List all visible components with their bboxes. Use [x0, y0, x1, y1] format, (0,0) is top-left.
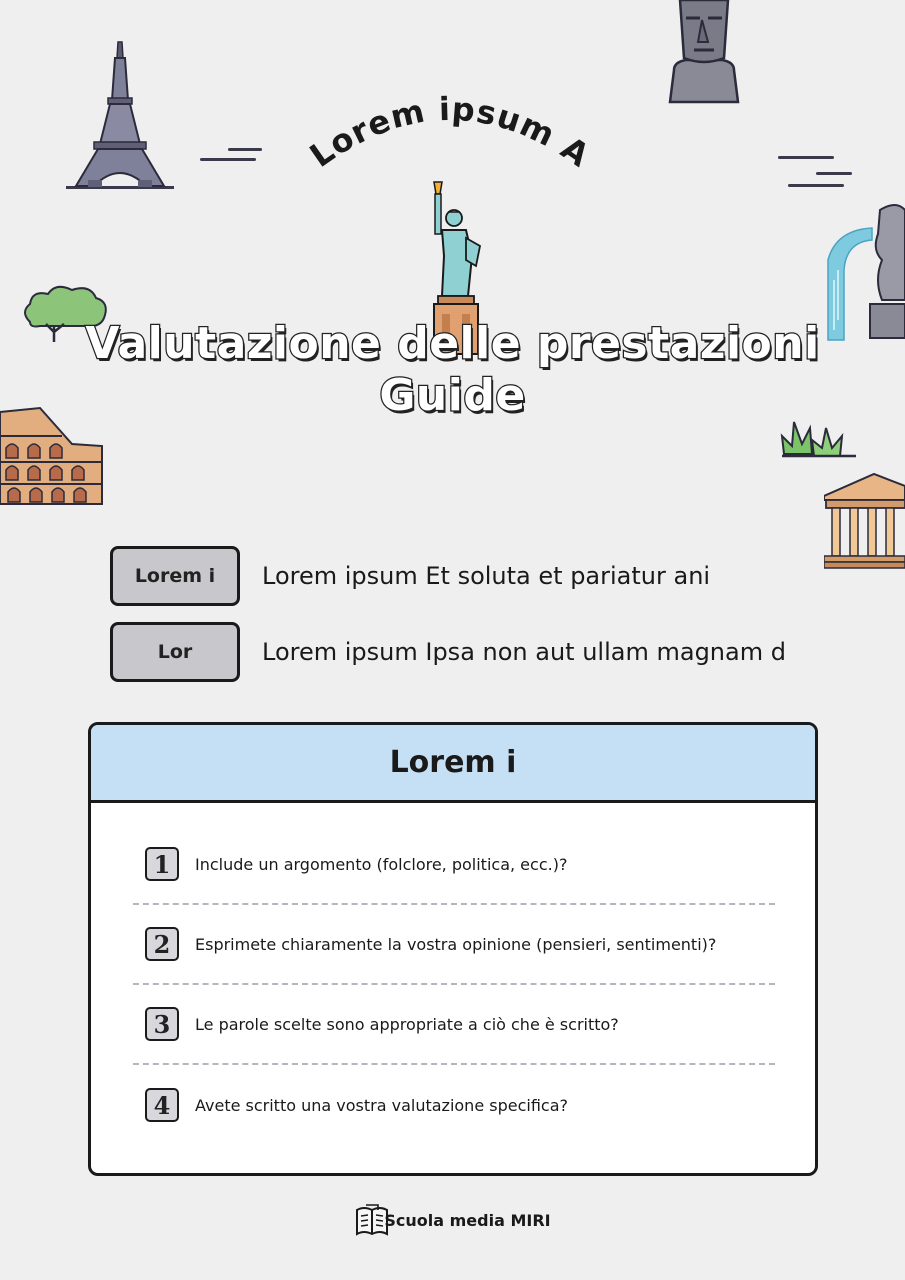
question-text: Avete scritto una vostra valutazione specifica?: [195, 1095, 568, 1115]
moai-statue-icon: [662, 0, 746, 104]
school-name: Scuola media MIRI: [384, 1210, 551, 1230]
question-text: Include un argomento (folclore, politica, ecc.)?: [195, 854, 568, 874]
tag-row-1: [110, 546, 710, 606]
tag-label: Lorem i: [110, 546, 240, 606]
page-title-line-2: Guide: [379, 370, 526, 421]
tag-text: Lorem ipsum Et soluta et pariatur ani: [262, 562, 711, 590]
tag-row-2: [110, 622, 786, 682]
list-item: [133, 825, 775, 905]
eiffel-tower-icon: [60, 40, 180, 192]
question-number: 1: [145, 847, 179, 881]
checklist-card: [88, 722, 818, 1176]
tag-text: Lorem ipsum Ipsa non aut ullam magnam d: [262, 638, 786, 666]
arc-title: [290, 80, 610, 190]
question-number: 2: [145, 927, 179, 961]
decorative-lines: [198, 146, 268, 166]
arc-title-text: Lorem ipsum A: [302, 89, 598, 175]
question-text: Le parole scelte sono appropriate a ciò che è scritto?: [195, 1014, 619, 1034]
list-item: [133, 985, 775, 1065]
decorative-lines: [776, 154, 856, 190]
question-number: 4: [145, 1088, 179, 1122]
tag-label: Lor: [110, 622, 240, 682]
list-item: [133, 905, 775, 985]
greek-temple-icon: [824, 472, 905, 570]
question-list: [133, 825, 775, 1145]
list-item: [133, 1065, 775, 1145]
footer: [0, 1202, 905, 1238]
svg-text:Lorem ipsum A: [303, 90, 597, 175]
question-number: 3: [145, 1007, 179, 1041]
card-title: Lorem i: [91, 725, 815, 803]
page-title-line-1: Valutazione delle prestazioni: [85, 318, 820, 369]
page-title: [0, 318, 905, 422]
question-text: Esprimete chiaramente la vostra opinione (pensieri, sentimenti)?: [195, 934, 717, 954]
